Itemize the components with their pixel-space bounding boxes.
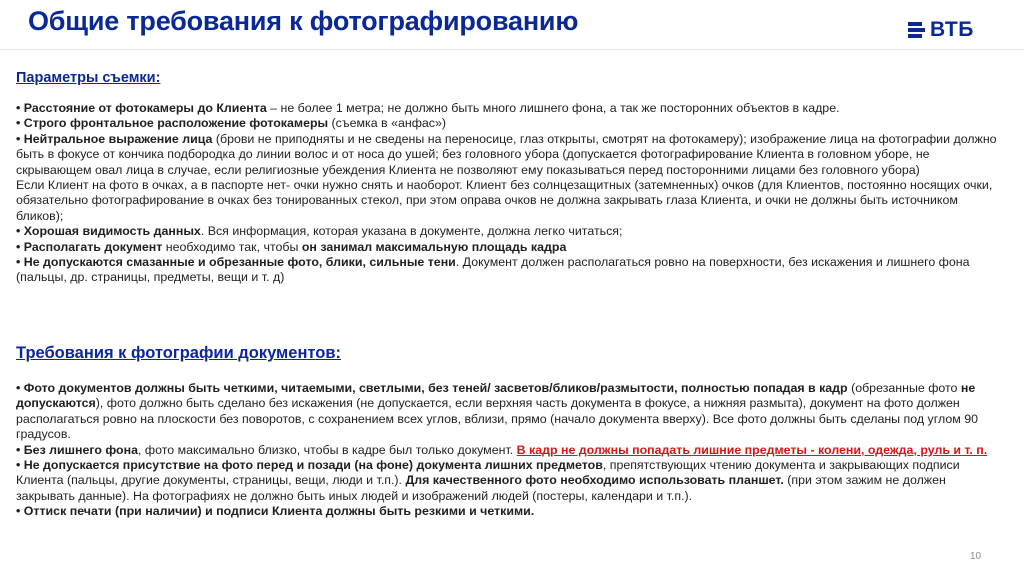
vtb-logo-icon (908, 22, 925, 38)
slide-title: Общие требования к фотографированию (28, 6, 579, 36)
neutral-face-requirement: • Нейтральное выражение лица (брови не приподняты и не сведены на переносице, глаз открыты, смотрят на фотокамеру); изображение лица на фотографии должно быть в фокусе от кончика подбородка до линии волос и от носа до ушей; без головного убора (допускается фотографирование Клиента в головном уборе, не скрывающем овал лица в случае, если религиозные убеждения Клиента не позволяют ему показываться перед посторонними лицами без головного убора) (16, 131, 997, 177)
page-number: 10 (970, 551, 982, 562)
glasses-requirement: Если Клиент на фото в очках, а в паспорте нет- очки нужно снять и наоборот. Клиент без солнцезащитных (затемненных) очков (для Клиентов, постоянно носящих очки, обязательно фотографирование в очках без тонированных стекол, при этом оправа очков не должна закрывать глаза Клиента, и очки не должны быть источником бликов); (16, 178, 993, 223)
vtb-logo (908, 18, 974, 42)
distance-requirement: • Расстояние от фотокамеры до Клиента – не более 1 метра; не должно быть много лишнего фона, а так же посторонних объектов в кадре. (16, 101, 840, 115)
document-position-requirement: • Располагать документ необходимо так, чтобы он занимал максимальную площадь кадра (16, 239, 567, 254)
header-divider (0, 49, 1024, 50)
shooting-parameters-heading: Параметры съемки: (16, 70, 161, 86)
clear-photo-requirement: • Фото документов должны быть четкими, читаемыми, светлыми, без теней/ засветов/бликов/размытости, полностью попадая в кадр (обрезанные фото не допускаются), фото должно быть сделано без искажения (не допускается, если верхняя часть документа в фокусе, а нижняя размыта), документ на фото должен располагаться ровно на плоскости без поворотов, с сохранением всех углов, вблизи, прямо (начало документа вверху). Все фото должны быть сделаны под углом 90 градусов. (16, 381, 978, 442)
document-photo-heading: Требования к фотографии документов: (16, 344, 341, 362)
frontal-requirement: • Строго фронтальное расположение фотокамеры (съемка в «анфас») (16, 116, 447, 131)
visibility-requirement: • Хорошая видимость данных. Вся информация, которая указана в документе, должна легко читаться; (16, 224, 623, 239)
document-photo-section (16, 344, 1006, 520)
no-blur-requirement: • Не допускаются смазанные и обрезанные фото, блики, сильные тени. Документ должен располагаться ровно на поверхности, без искажения и лишнего фона (пальцы, др. страницы, предметы, вещи и т. д) (16, 255, 970, 285)
extra-objects-warning: В кадр не должны попадать лишние предметы - колени, одежда, руль и т. п. (516, 442, 988, 457)
vtb-logo-text: ВТБ (930, 18, 974, 41)
no-extra-objects-requirement: • Не допускается присутствие на фото перед и позади (на фоне) документа лишних предметов, препятствующих чтению документа и закрывающих подписи Клиента (пальцы, другие документы, страницы, вещи, люди и т.п.). Для качественного фото необходимо использовать планшет. (при этом зажим не должен закрывать данные). На фотографиях не должно быть иных людей и изображений людей (постеры, календари и т.п.). (16, 458, 960, 503)
shooting-parameters-section (16, 70, 1006, 286)
no-background-requirement: • Без лишнего фона, фото максимально близко, чтобы в кадре был только документ. В кадр не должны попадать лишние предметы - колени, одежда, руль и т. п. (16, 442, 988, 457)
stamp-signature-requirement: • Оттиск печати (при наличии) и подписи Клиента должны быть резкими и четкими. (16, 504, 535, 519)
